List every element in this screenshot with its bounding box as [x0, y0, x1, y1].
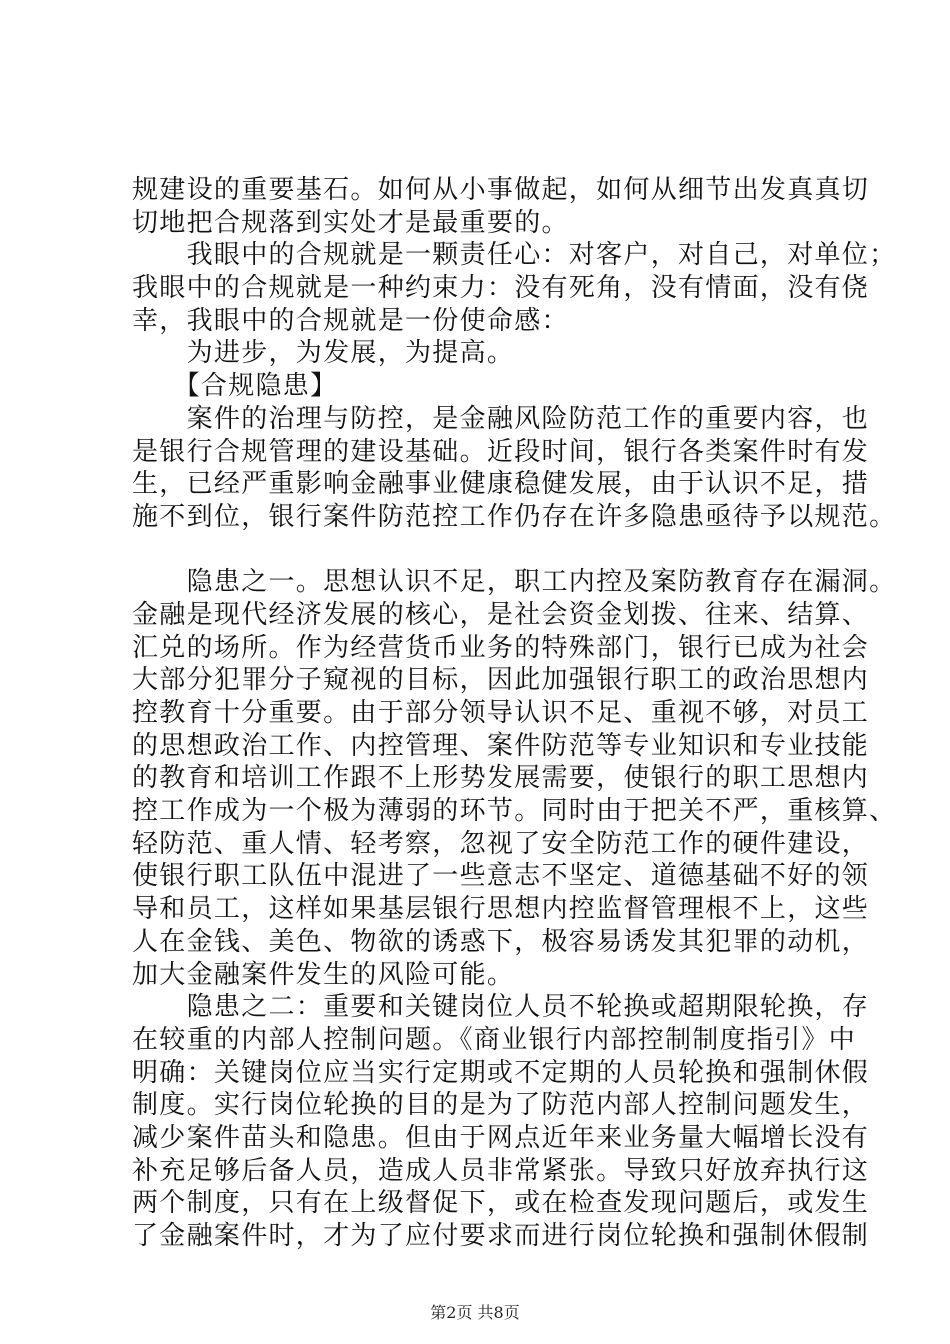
- text-line: 人在金钱、美色、物欲的诱惑下，极容易诱发其犯罪的动机，: [132, 926, 870, 957]
- text-line: 使银行职工队伍中混进了一些意志不坚定、道德基础不好的领: [132, 861, 870, 892]
- text-line: 加大金融案件发生的风险可能。: [132, 959, 515, 990]
- blank-line: [132, 534, 832, 567]
- text-line: 控工作成为一个极为薄弱的环节。同时由于把关不严，重核算、: [132, 796, 897, 827]
- text-line: 补充足够后备人员，造成人员非常紧张。导致只好放弃执行这: [132, 1155, 870, 1186]
- text-line: 的教育和培训工作跟不上形势发展需要，使银行的职工思想内: [132, 763, 870, 794]
- text-line: 隐患之一。思想认识不足，职工内控及案防教育存在漏洞。: [132, 567, 897, 598]
- text-line: 【合规隐患】: [132, 371, 338, 402]
- text-line: 明确：关键岗位应当实行定期或不定期的人员轮换和强制休假: [132, 1057, 870, 1088]
- document-body: [132, 174, 897, 1253]
- text-line: 我眼中的合规就是一颗责任心：对客户，对自己，对单位；: [132, 240, 897, 271]
- text-line: 控教育十分重要。由于部分领导认识不足、重视不够，对员工: [132, 698, 870, 728]
- text-line: 导和员工，这样如果基层银行思想内控监督管理根不上，这些: [132, 894, 870, 925]
- text-line: 的思想政治工作、内控管理、案件防范等专业知识和专业技能: [132, 730, 870, 761]
- text-line: 汇兑的场所。作为经营货币业务的特殊部门，银行已成为社会: [132, 632, 870, 663]
- text-line: 规建设的重要基石。如何从小事做起，如何从细节出发真真切: [132, 175, 870, 205]
- text-line: 幸，我眼中的合规就是一份使命感：: [132, 305, 569, 336]
- text-line: 减少案件苗头和隐患。但由于网点近年来业务量大幅增长没有: [132, 1122, 870, 1153]
- text-line: 大部分犯罪分子窥视的目标，因此加强银行职工的政治思想内: [132, 665, 870, 696]
- text-line: 金融是现代经济发展的核心，是社会资金划拨、往来、结算、: [132, 599, 870, 630]
- text-line: 案件的治理与防控，是金融风险防范工作的重要内容，也: [132, 403, 870, 434]
- page-footer: 第2页 共8页: [430, 1303, 520, 1322]
- text-line: 切地把合规落到实处才是最重要的。: [132, 207, 569, 238]
- text-line: 制度。实行岗位轮换的目的是为了防范内部人控制问题发生，: [132, 1090, 870, 1121]
- text-line: 了金融案件时，才为了应付要求而进行岗位轮换和强制休假制: [132, 1221, 870, 1251]
- text-line: 两个制度，只有在上级督促下，或在检查发现问题后，或发生: [132, 1188, 870, 1219]
- text-line: 我眼中的合规就是一种约束力：没有死角，没有情面，没有侥: [132, 273, 870, 304]
- text-line: 在较重的内部人控制问题。《商业银行内部控制制度指引》中: [132, 1024, 857, 1055]
- text-line: 为进步，为发展，为提高。: [132, 338, 515, 369]
- text-line: 是银行合规管理的建设基础。近段时间，银行各类案件时有发: [132, 436, 870, 467]
- text-line: 隐患之二：重要和关键岗位人员不轮换或超期限轮换，存: [132, 992, 870, 1023]
- text-line: 轻防范、重人情、轻考察，忽视了安全防范工作的硬件建设，: [132, 828, 870, 859]
- text-line: 生，已经严重影响金融事业健康稳健发展，由于认识不足，措: [132, 469, 870, 500]
- text-line: 施不到位，银行案件防范控工作仍存在许多隐患亟待予以规范。: [132, 501, 897, 532]
